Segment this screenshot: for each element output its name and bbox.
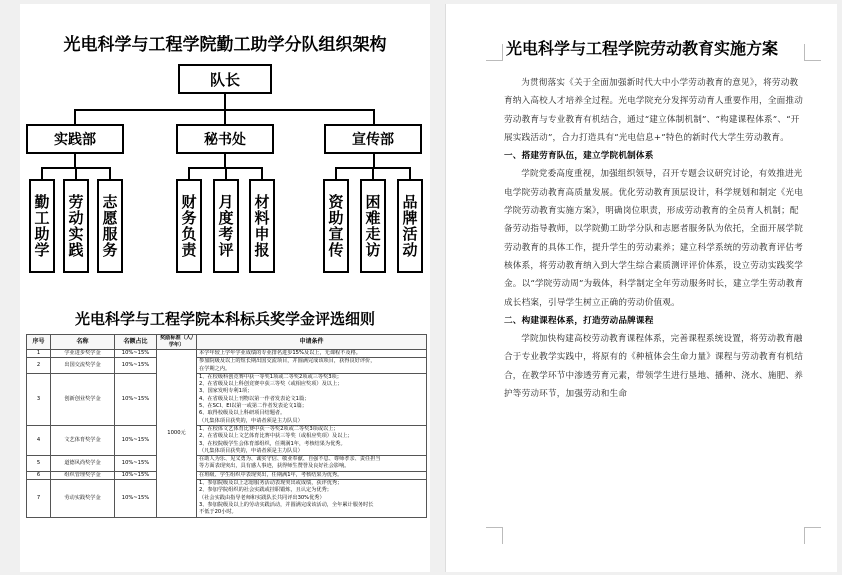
table-cell: 组织管理奖学金 [51, 471, 115, 479]
table-cell: 1 [27, 350, 51, 358]
criteria-line: 1、参加院级及以上志愿服务活动表现突出或成绩，获评优秀； [199, 480, 343, 487]
criteria-line: 1、在校级科创竞赛中获一等奖1项或二等奖2项或三等奖3项； [199, 373, 342, 380]
connector [409, 167, 411, 179]
connector [224, 94, 226, 110]
column-header: 序号 [27, 335, 51, 350]
org-chart-title: 光电科学与工程学院勤工助学分队组织架构 [63, 35, 387, 55]
group-box: 资助宣传 [323, 179, 349, 273]
section-heading: 一、搭建劳育队伍，建立学院机制体系 [504, 151, 654, 162]
criteria-line: 3、国家发明专利1项； [199, 388, 253, 395]
group-box: 月度考评 [213, 179, 239, 273]
left-document-page [20, 4, 430, 572]
group-box: 品牌活动 [397, 179, 423, 273]
table-cell: 10%~15% [115, 456, 157, 472]
connector [74, 154, 76, 168]
criteria-line: 2、在省级及以上科创竞赛中获三等奖（或相应奖项）及以上； [199, 381, 343, 388]
connector [373, 109, 375, 124]
table-cell: 劳动实践奖学金 [51, 480, 115, 517]
criteria-line: 3、在校院级学生会体育部组织，任期满1年，考核结果为优秀。 [199, 440, 346, 447]
criteria-line: （凡集体项目获奖的，申请者须是主力队员） [199, 417, 303, 424]
table-row [27, 456, 427, 472]
criteria-cell [197, 471, 427, 479]
table-row [27, 373, 427, 425]
group-box: 勤工助学 [29, 179, 55, 273]
connector [225, 167, 227, 179]
body-paragraph: 为贯彻落实《关于全面加强新时代大中小学劳动教育的意见》，将劳动教育纳入高校人才培养全过程。光电学院充分发挥劳动育人重要作用，全面推动劳动教育与专业教育有机结合，通过“建立体制机制”、“构建课程体系”、“开展实践活动”，合力打造具有“光电信息+”特色的新时代大学生劳动教育。 [504, 78, 803, 143]
table-cell: 学业进步奖学金 [51, 350, 115, 358]
criteria-cell [197, 358, 427, 374]
table-cell: 5 [27, 456, 51, 472]
criteria-line: 不低于20小时。 [199, 509, 237, 516]
criteria-line: 4、在省级及以上刊物以第一作者发表论文1篇； [199, 395, 310, 402]
criteria-line: 3、参加院级及以上的劳动实践活动，并圆满完成该活动，全年累计服务时长 [199, 501, 374, 508]
table-cell: 7 [27, 480, 51, 517]
connector [372, 167, 374, 179]
table-cell: 10%~15% [115, 425, 157, 455]
award-table [26, 334, 427, 518]
table-row [27, 471, 427, 479]
dept-box-practice: 实践部 [26, 124, 124, 154]
criteria-line: 6、取得校级及以上科研项目结题者。 [199, 410, 286, 417]
award-rules-title: 光电科学与工程学院本科标兵奖学金评选细则 [74, 310, 375, 328]
criteria-line: 参加院级及以上的短长期出国交流项目，并圆满完成该项目，获得良好评价， [199, 358, 376, 365]
dept-box-publicity: 宣传部 [324, 124, 422, 154]
right-document-page [445, 4, 837, 572]
table-row [27, 350, 427, 358]
margin-mark [486, 527, 503, 544]
body-paragraph: 学院加快构建高校劳动教育课程体系，完善课程系统设置，将劳动教育融合于专业教学实践中，将原有的《种植体会生命力量》课程与劳动教育有机结合，在教学环节中渗透劳育元素，带领学生进行垦地、播种、浇水、施肥、养护等劳动环节，加强劳动和生命 [504, 334, 803, 400]
criteria-cell [197, 456, 427, 472]
group-box: 劳动实践 [63, 179, 89, 273]
criteria-cell [197, 480, 427, 517]
table-cell: 3 [27, 373, 51, 425]
table-cell: 10%~15% [115, 350, 157, 358]
criteria-cell [197, 373, 427, 425]
table-cell: 出国交流奖学金 [51, 358, 115, 374]
group-box: 志愿服务 [97, 179, 123, 273]
table-cell: 10%~15% [115, 358, 157, 374]
connector [373, 154, 375, 168]
connector [109, 167, 111, 179]
table-row [27, 358, 427, 374]
column-header: 申请条件 [197, 335, 427, 350]
award-standard-cell: 1000元 [157, 350, 197, 518]
dept-box-secretariat: 秘书处 [176, 124, 274, 154]
margin-mark [804, 527, 821, 544]
connector [75, 167, 77, 179]
plan-title: 光电科学与工程学院劳动教育实施方案 [505, 39, 778, 58]
org-root-box: 队长 [178, 64, 272, 94]
column-header: 名称 [51, 335, 115, 350]
criteria-line: 在助人为乐、见义勇为、诚实守信、敬业奉献、自强不息、尊师孝亲、责任担当 [199, 456, 381, 463]
criteria-line: 2、在省级及以上文艺体育比赛中获三等奖（或相应奖项）及以上； [199, 433, 353, 440]
column-header: 名额占比 [115, 335, 157, 350]
criteria-cell [197, 350, 427, 358]
table-cell: 10%~15% [115, 471, 157, 479]
award-table-body [27, 350, 427, 518]
table-cell: 6 [27, 471, 51, 479]
body-paragraph: 学院党委高度重视，加强组织领导，召开专题会议研究讨论，有效推进光电学院劳动教育高质量发展。优化劳动教育顶层设计，科学规划和制定《光电学院劳动教育实施方案》，明确岗位职责，形成劳动教育的全员育人机制；配备劳动指导教师，以学院勤工助学分队和志愿者服务队为依托，全面开展学院劳动教育的具体工作，提升学生的劳动素养；建立科学系统的劳动教育评估考核体系，将劳动教育纳入到大学生综合素质测评评价体系，设立劳动实践奖学金。以“学院劳动周”为载体，科学制定全年劳动服务时长，建立学生劳动教育成长档案，引导学生树立正确的劳动价值观。 [504, 169, 804, 308]
criteria-line: 5、在SCI、EI以第一或第二作者发表论文1篇； [199, 403, 308, 410]
connector [74, 109, 76, 124]
connector [224, 109, 226, 124]
connector [261, 167, 263, 179]
connector [188, 167, 190, 179]
table-row [27, 480, 427, 517]
connector [41, 167, 43, 179]
table-cell: 10%~15% [115, 373, 157, 425]
table-cell: 道德风尚奖学金 [51, 456, 115, 472]
criteria-line: 在班级、学生组织中表现突出，任期满1年，考核结果为优秀。 [199, 471, 343, 478]
criteria-line: 等方面表现突出，具有感人事迹，获得师生赞誉及良好社会影响。 [199, 463, 350, 470]
criteria-line: （社会实践由指导老师和实践队长共同评出30%优秀） [199, 494, 325, 501]
table-cell: 文艺体育奖学金 [51, 425, 115, 455]
criteria-line: 本学年较上学年学业成绩的专业排名进步15%及以上，无课程不及格。 [199, 350, 361, 356]
criteria-line: 1、在校体文艺体育比赛中获一等奖2项或二等奖3项或以上； [199, 425, 339, 432]
section-heading: 二、构建课程体系，打造劳动品牌课程 [504, 315, 654, 326]
table-cell: 4 [27, 425, 51, 455]
table-cell: 2 [27, 358, 51, 374]
column-header: 奖励标准（人/学年） [157, 335, 197, 350]
connector [335, 167, 337, 179]
connector [224, 154, 226, 168]
criteria-line: 2、参加学院组织的社会实践或挂职锻炼，且认定为优秀； [199, 487, 332, 494]
criteria-cell [197, 425, 427, 455]
plan-body [504, 74, 804, 403]
table-row [27, 425, 427, 455]
table-cell: 创新创业奖学金 [51, 373, 115, 425]
group-box: 财务负责 [176, 179, 202, 273]
criteria-line: （凡集体项目获奖的，申请者须是主力队员） [199, 447, 303, 454]
table-header-row [27, 335, 427, 350]
table-cell: 10%~15% [115, 480, 157, 517]
criteria-line: 在学期之内。 [199, 365, 231, 372]
group-box: 困难走访 [360, 179, 386, 273]
group-box: 材料申报 [249, 179, 275, 273]
